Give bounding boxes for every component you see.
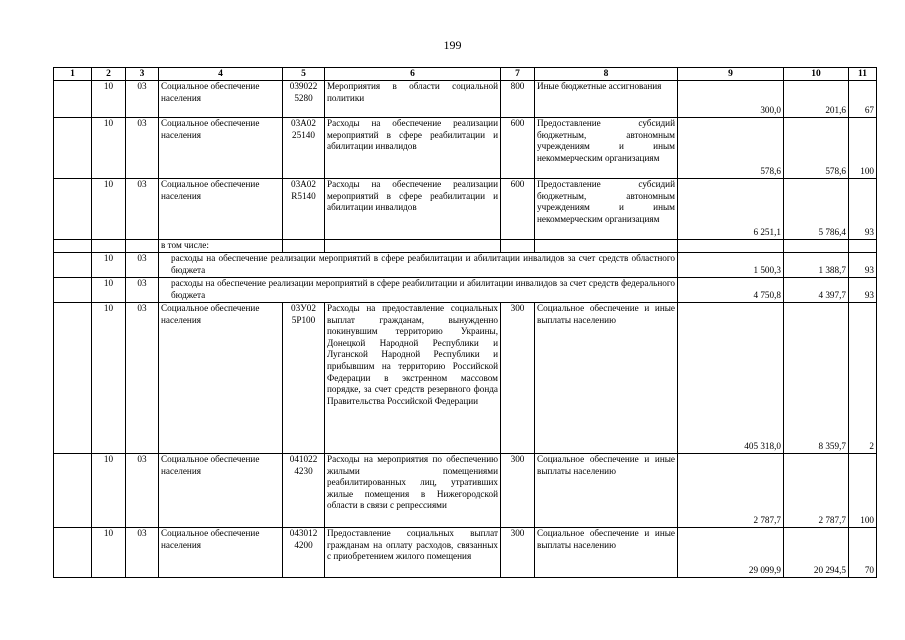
column-header: 7 (501, 68, 535, 81)
cell-planned: 29 099,9 (678, 528, 784, 578)
column-header: 10 (784, 68, 849, 81)
cell-empty (535, 240, 678, 253)
cell-percent: 2 (849, 303, 877, 454)
column-header: 2 (92, 68, 126, 81)
cell-expense-name: Иные бюджетные ассигнования (535, 81, 678, 118)
page-number: 199 (443, 38, 462, 52)
cell-empty (784, 240, 849, 253)
cell-target-code: 041022 4230 (283, 454, 325, 528)
column-header: 3 (126, 68, 159, 81)
cell-empty (54, 303, 92, 454)
cell-subsection: 03 (126, 81, 159, 118)
column-header: 1 (54, 68, 92, 81)
cell-empty (54, 81, 92, 118)
cell-expense-name: Предоставление субсидий бюджетным, автономным учреждениям и иным некоммерческим организациям (535, 179, 678, 240)
cell-actual: 5 786,4 (784, 179, 849, 240)
column-header: 4 (159, 68, 283, 81)
table-row (54, 454, 877, 528)
cell-expense-type: 800 (501, 81, 535, 118)
table-row-subitem (54, 278, 877, 303)
cell-planned: 4 750,8 (678, 278, 784, 303)
table-header-row (54, 68, 877, 81)
cell-subsection: 03 (126, 179, 159, 240)
cell-planned: 2 787,7 (678, 454, 784, 528)
cell-section-name: Социальное обеспечение населения (159, 454, 283, 528)
cell-description: Расходы на обеспечение реализации мероприятий в сфере реабилитации и абилитации инвалидов (325, 118, 501, 179)
cell-section-name: Социальное обеспечение населения (159, 528, 283, 578)
cell-section: 10 (92, 253, 126, 278)
cell-section-name: Социальное обеспечение населения (159, 81, 283, 118)
table-row (54, 179, 877, 240)
cell-percent: 67 (849, 81, 877, 118)
cell-empty (54, 240, 92, 253)
cell-expense-name: Предоставление субсидий бюджетным, автономным учреждениям и иным некоммерческим организациям (535, 118, 678, 179)
cell-expense-type: 300 (501, 454, 535, 528)
cell-section-name: Социальное обеспечение населения (159, 118, 283, 179)
cell-planned: 300,0 (678, 81, 784, 118)
cell-empty (849, 240, 877, 253)
cell-empty (54, 278, 92, 303)
cell-subsection: 03 (126, 253, 159, 278)
cell-actual: 578,6 (784, 118, 849, 179)
cell-subsection: 03 (126, 303, 159, 454)
cell-section: 10 (92, 278, 126, 303)
cell-expense-type: 300 (501, 528, 535, 578)
cell-section-name: Социальное обеспечение населения (159, 303, 283, 454)
cell-section: 10 (92, 179, 126, 240)
cell-note: в том числе: (159, 240, 283, 253)
cell-actual: 201,6 (784, 81, 849, 118)
cell-description: Расходы на мероприятия по обеспечению жилыми помещениями реабилитированных лиц, утративших жилые помещения в Нижегородской области в связи с репрессиями (325, 454, 501, 528)
cell-expense-name: Социальное обеспечение и иные выплаты населению (535, 528, 678, 578)
cell-actual: 20 294,5 (784, 528, 849, 578)
column-header: 9 (678, 68, 784, 81)
cell-percent: 100 (849, 454, 877, 528)
cell-actual: 1 388,7 (784, 253, 849, 278)
cell-empty (54, 179, 92, 240)
cell-actual: 2 787,7 (784, 454, 849, 528)
cell-actual: 8 359,7 (784, 303, 849, 454)
cell-target-code: 039022 5280 (283, 81, 325, 118)
cell-section-name: Социальное обеспечение населения (159, 179, 283, 240)
cell-section: 10 (92, 81, 126, 118)
cell-percent: 70 (849, 528, 877, 578)
column-header: 6 (325, 68, 501, 81)
cell-section: 10 (92, 528, 126, 578)
cell-section: 10 (92, 118, 126, 179)
table-row (54, 118, 877, 179)
cell-description: Расходы на предоставление социальных выплат гражданам, вынужденно покинувшим территорию Украины, Донецкой Народной Республики и Луганской Народной Республики и прибывшим на территорию Российской Федерации в экстренном массовом порядке, за счет средств резервного фонда Правительства Российской Федерации (325, 303, 501, 454)
table-row (54, 303, 877, 454)
table-row-subitem (54, 253, 877, 278)
cell-expense-name: Социальное обеспечение и иные выплаты населению (535, 303, 678, 454)
cell-planned: 578,6 (678, 118, 784, 179)
cell-description: Мероприятия в области социальной политики (325, 81, 501, 118)
cell-expense-type: 600 (501, 118, 535, 179)
cell-target-code: 03У02 5Р100 (283, 303, 325, 454)
cell-empty (283, 240, 325, 253)
cell-target-code: 043012 4200 (283, 528, 325, 578)
cell-empty (54, 454, 92, 528)
cell-subitem-description: расходы на обеспечение реализации мероприятий в сфере реабилитации и абилитации инвалидов за счет средств областного бюджета (159, 253, 678, 278)
cell-planned: 6 251,1 (678, 179, 784, 240)
cell-subsection: 03 (126, 528, 159, 578)
cell-subsection: 03 (126, 454, 159, 528)
column-header: 11 (849, 68, 877, 81)
cell-description: Предоставление социальных выплат гражданам на оплату расходов, связанных с приобретением жилого помещения (325, 528, 501, 578)
cell-target-code: 03А02 25140 (283, 118, 325, 179)
cell-empty (325, 240, 501, 253)
cell-planned: 1 500,3 (678, 253, 784, 278)
cell-section: 10 (92, 303, 126, 454)
cell-percent: 93 (849, 179, 877, 240)
cell-empty (92, 240, 126, 253)
cell-subsection: 03 (126, 278, 159, 303)
cell-section: 10 (92, 454, 126, 528)
cell-empty (126, 240, 159, 253)
cell-actual: 4 397,7 (784, 278, 849, 303)
cell-subsection: 03 (126, 118, 159, 179)
table-row (54, 81, 877, 118)
cell-percent: 93 (849, 253, 877, 278)
cell-target-code: 03А02 R5140 (283, 179, 325, 240)
cell-empty (678, 240, 784, 253)
cell-expense-type: 600 (501, 179, 535, 240)
column-header: 5 (283, 68, 325, 81)
cell-empty (54, 253, 92, 278)
table-row-note (54, 240, 877, 253)
cell-empty (501, 240, 535, 253)
cell-planned: 405 318,0 (678, 303, 784, 454)
cell-percent: 93 (849, 278, 877, 303)
cell-empty (54, 528, 92, 578)
cell-description: Расходы на обеспечение реализации мероприятий в сфере реабилитации и абилитации инвалидов (325, 179, 501, 240)
budget-table (53, 67, 877, 578)
cell-subitem-description: расходы на обеспечение реализации мероприятий в сфере реабилитации и абилитации инвалидов за счет средств федерального бюджета (159, 278, 678, 303)
cell-empty (54, 118, 92, 179)
table-row (54, 528, 877, 578)
cell-percent: 100 (849, 118, 877, 179)
cell-expense-name: Социальное обеспечение и иные выплаты населению (535, 454, 678, 528)
column-header: 8 (535, 68, 678, 81)
cell-expense-type: 300 (501, 303, 535, 454)
